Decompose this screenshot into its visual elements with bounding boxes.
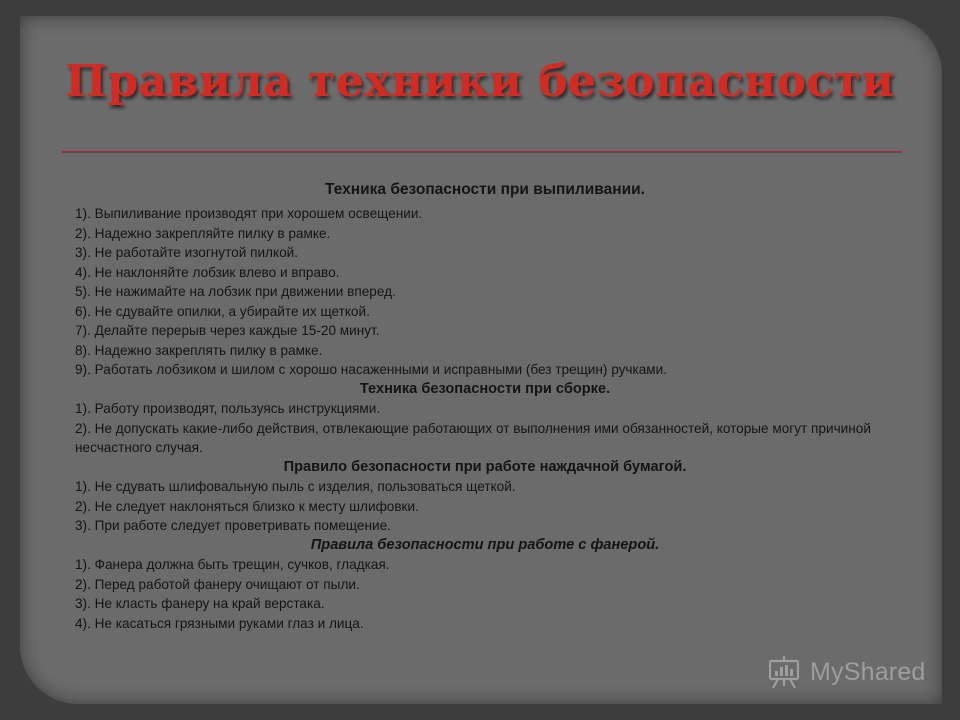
list-item: 3). Не работайте изогнутой пилкой. — [75, 245, 299, 260]
list-item: 2). Не следует наклоняться близко к месту шлифовки. — [75, 498, 419, 514]
slide-title: Правила техники безопасности — [65, 56, 895, 107]
list-item: 1). Фанера должна быть трещин, сучков, гладкая. — [75, 557, 390, 572]
watermark-text: MyShared — [810, 657, 926, 686]
list-item: 7). Делайте перерыв через каждые 15-20 минут. — [75, 323, 380, 338]
list-item: 9). Работать лобзиком и шилом с хорошо насаженными и исправными (без трещин) ручками. — [75, 362, 668, 377]
section-heading-plywood: Правила безопасности при работе с фанерой. — [310, 536, 660, 553]
list-item: 1). Выпиливание производят при хорошем освещении. — [75, 206, 423, 221]
section-heading-sandpaper: Правило безопасности при работе наждачной бумагой. — [283, 458, 687, 475]
list-item: 6). Не сдувайте опилки, а убирайте их щеткой. — [75, 303, 370, 319]
section-heading-assembly: Техника безопасности при сборке. — [359, 380, 611, 397]
list-item: 4). Не наклоняйте лобзик влево и вправо. — [75, 264, 340, 280]
title-divider — [62, 151, 902, 152]
watermark-logo — [766, 652, 926, 692]
list-item: 2). Не допускать какие-либо действия, отвлекающие работающих от выполнения ими обязанностей, которые могут причиной несчастного случая. — [75, 420, 871, 455]
list-item: 1). Не сдувать шлифовальную пыль с изделия, пользоваться щеткой. — [75, 479, 516, 494]
list-item: 3). Не класть фанеру на край верстака. — [75, 596, 325, 611]
list-item: 2). Надежно закрепляйте пилку в рамке. — [75, 225, 331, 241]
section-heading-cutting: Техника безопасности при выпиливании. — [325, 181, 645, 198]
presentation-board-icon — [766, 654, 802, 690]
list-item: 8). Надежно закреплять пилку в рамке. — [75, 342, 323, 358]
list-item: 4). Не касаться грязными руками глаз и лица. — [75, 615, 364, 631]
list-item: 1). Работу производят, пользуясь инструкциями. — [75, 401, 381, 416]
list-item: 5). Не нажимайте на лобзик при движении вперед. — [75, 284, 396, 299]
slide-body — [75, 176, 895, 633]
list-item: 2). Перед работой фанеру очищают от пыли. — [75, 576, 360, 592]
list-item: 3). При работе следует проветривать помещение. — [75, 518, 391, 533]
